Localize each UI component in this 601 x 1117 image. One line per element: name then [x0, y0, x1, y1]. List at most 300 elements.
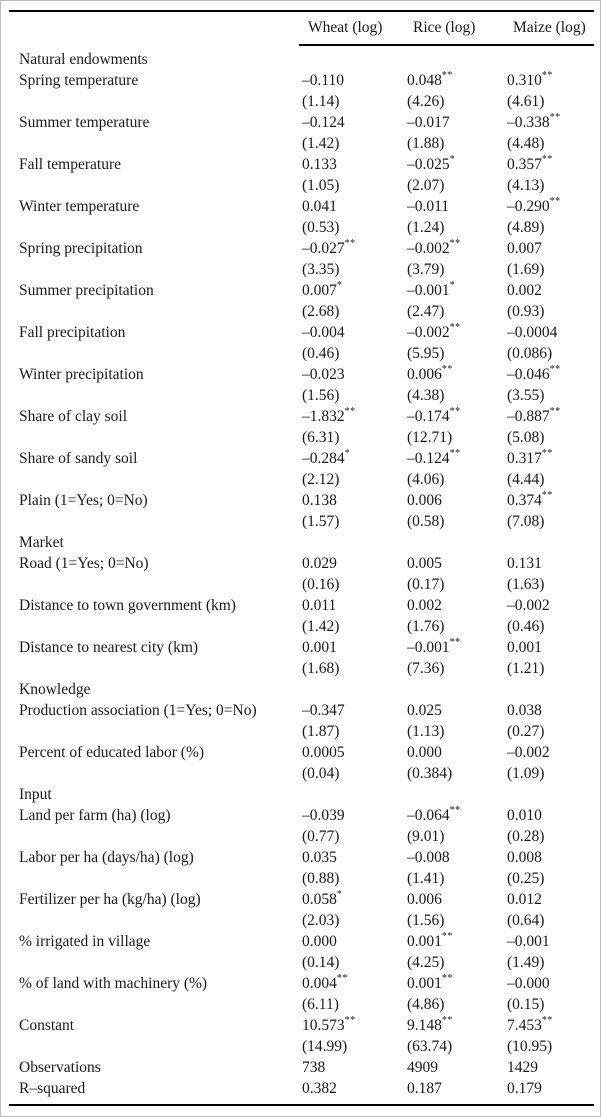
tstat-cell: (0.15)	[507, 996, 545, 1013]
coefficient-value: –0.284	[302, 450, 345, 467]
coefficient-cell	[299, 553, 404, 574]
section-row	[9, 784, 594, 805]
tstat-cell: (4.86)	[407, 996, 445, 1013]
coefficient-row	[9, 889, 594, 910]
tstat-cell: (0.53)	[302, 219, 340, 236]
row-label: Spring temperature	[19, 72, 139, 89]
significance-stars: **	[541, 153, 553, 165]
empty-label-cell	[9, 427, 299, 448]
column-header-wheat: Wheat (log)	[299, 11, 404, 45]
tstat-row	[9, 385, 594, 406]
tstat-cell: (5.08)	[507, 429, 545, 446]
tstat-row	[9, 469, 594, 490]
section-label: Input	[19, 786, 52, 803]
tstat-cell: (7.08)	[507, 513, 545, 530]
coefficient-value: –0.008	[407, 849, 450, 866]
row-label: Fall temperature	[19, 156, 121, 173]
coefficient-value: –0.011	[407, 198, 450, 215]
coefficient-value: 0.131	[507, 555, 542, 572]
coefficient-cell	[504, 637, 594, 658]
coefficient-cell	[404, 742, 504, 763]
tstat-cell: (4.13)	[507, 177, 545, 194]
coefficient-value: –1.832	[302, 408, 345, 425]
tstat-row	[9, 301, 594, 322]
stat-value-cell: 1429	[507, 1059, 538, 1076]
coefficient-cell	[404, 196, 504, 217]
coefficient-value: –0.347	[302, 702, 345, 719]
coefficient-cell	[299, 595, 404, 616]
tstat-cell: (7.36)	[407, 660, 445, 677]
coefficient-value: 0.000	[302, 933, 337, 950]
tstat-cell: (0.58)	[407, 513, 445, 530]
row-label: R–squared	[19, 1080, 86, 1097]
coefficient-cell	[504, 112, 594, 133]
coefficient-row	[9, 637, 594, 658]
significance-stars: **	[541, 69, 553, 81]
tstat-row	[9, 427, 594, 448]
coefficient-cell	[504, 595, 594, 616]
empty-label-cell	[9, 910, 299, 931]
coefficient-value: 0.001	[302, 639, 337, 656]
empty-label-cell	[9, 868, 299, 889]
row-label: Labor per ha (days/ha) (log)	[19, 849, 194, 866]
coefficient-value: –0.039	[302, 807, 345, 824]
coefficient-cell	[504, 931, 594, 952]
coefficient-value: –0.001	[507, 933, 550, 950]
coefficient-cell	[504, 364, 594, 385]
header-corner-cell	[9, 11, 299, 45]
tstat-cell: (1.42)	[302, 618, 340, 635]
coefficient-value: 0.011	[302, 597, 337, 614]
coefficient-value: 0.133	[302, 156, 337, 173]
coefficient-cell	[404, 70, 504, 91]
row-label: Constant	[19, 1017, 75, 1034]
coefficient-cell	[504, 70, 594, 91]
coefficient-value: 9.148	[407, 1017, 442, 1034]
tstat-cell: (1.56)	[407, 912, 445, 929]
tstat-cell: (2.12)	[302, 471, 340, 488]
coefficient-value: 0.035	[302, 849, 337, 866]
tstat-row	[9, 616, 594, 637]
coefficient-cell	[404, 112, 504, 133]
tstat-cell: (2.03)	[302, 912, 340, 929]
stat-value-cell: 0.382	[302, 1080, 337, 1097]
significance-stars: **	[441, 930, 453, 942]
coefficient-cell	[299, 889, 404, 910]
tstat-cell: (3.55)	[507, 387, 545, 404]
column-header-rice: Rice (log)	[404, 11, 504, 45]
tstat-row	[9, 868, 594, 889]
coefficient-cell	[404, 889, 504, 910]
tstat-cell: (1.69)	[507, 261, 545, 278]
coefficient-value: 0.041	[302, 198, 337, 215]
coefficient-row	[9, 805, 594, 826]
significance-stars: **	[541, 1014, 553, 1026]
coefficient-value: –0.064	[407, 807, 450, 824]
coefficient-row	[9, 742, 594, 763]
empty-label-cell	[9, 511, 299, 532]
tstat-row	[9, 175, 594, 196]
coefficient-value: 0.317	[507, 450, 542, 467]
coefficient-row	[9, 847, 594, 868]
section-label: Market	[19, 534, 64, 551]
coefficient-cell	[299, 280, 404, 301]
coefficient-value: 0.000	[407, 744, 442, 761]
coefficient-value: –0.002	[507, 744, 550, 761]
tstat-cell: (1.57)	[302, 513, 340, 530]
significance-stars: **	[541, 447, 553, 459]
tstat-cell: (14.99)	[302, 1038, 348, 1055]
significance-stars: **	[449, 804, 461, 816]
coefficient-cell	[504, 280, 594, 301]
coefficient-value: 0.002	[507, 282, 542, 299]
row-label: Land per farm (ha) (log)	[19, 807, 171, 824]
tstat-cell: (6.11)	[302, 996, 339, 1013]
stat-row	[9, 1057, 594, 1078]
tstat-cell: (1.41)	[407, 870, 445, 887]
coefficient-row	[9, 595, 594, 616]
empty-label-cell	[9, 616, 299, 637]
row-label: Percent of educated labor (%)	[19, 744, 205, 761]
table-body	[9, 45, 594, 1105]
coefficient-cell	[404, 1015, 504, 1036]
coefficient-cell	[299, 490, 404, 511]
significance-stars: **	[441, 69, 453, 81]
significance-stars: **	[449, 405, 461, 417]
row-label: Share of sandy soil	[19, 450, 138, 467]
coefficient-value: –0.001	[407, 639, 450, 656]
tstat-row	[9, 511, 594, 532]
coefficient-cell	[504, 805, 594, 826]
coefficient-value: 0.006	[407, 366, 442, 383]
coefficient-cell	[299, 637, 404, 658]
empty-label-cell	[9, 91, 299, 112]
row-label: Fertilizer per ha (kg/ha) (log)	[19, 891, 201, 908]
coefficient-cell	[504, 1015, 594, 1036]
tstat-cell: (10.95)	[507, 1038, 553, 1055]
empty-label-cell	[9, 658, 299, 679]
tstat-cell: (4.89)	[507, 219, 545, 236]
tstat-cell: (6.31)	[302, 429, 340, 446]
tstat-cell: (4.25)	[407, 954, 445, 971]
coefficient-row	[9, 280, 594, 301]
coefficient-value: –0.002	[507, 597, 550, 614]
empty-label-cell	[9, 217, 299, 238]
section-row	[9, 679, 594, 700]
significance-stars: **	[441, 1014, 453, 1026]
section-label: Knowledge	[19, 681, 91, 698]
tstat-cell: (1.14)	[302, 93, 340, 110]
coefficient-row	[9, 112, 594, 133]
significance-stars: **	[449, 237, 461, 249]
significance-stars: **	[541, 489, 553, 501]
row-label: Summer temperature	[19, 114, 150, 131]
coefficient-cell	[404, 973, 504, 994]
section-label: Natural endowments	[19, 51, 148, 68]
row-label: Plain (1=Yes; 0=No)	[19, 492, 148, 509]
empty-label-cell	[9, 826, 299, 847]
significance-stars: **	[336, 972, 348, 984]
coefficient-cell	[404, 700, 504, 721]
tstat-cell: (4.61)	[507, 93, 545, 110]
coefficient-value: –0.025	[407, 156, 450, 173]
stat-value-cell: 738	[302, 1059, 326, 1076]
significance-stars: **	[549, 111, 561, 123]
coefficient-value: 0.025	[407, 702, 442, 719]
coefficient-value: –0.004	[302, 324, 345, 341]
coefficient-value: 0.058	[302, 891, 337, 908]
tstat-cell: (0.64)	[507, 912, 545, 929]
tstat-cell: (4.26)	[407, 93, 445, 110]
coefficient-cell	[299, 196, 404, 217]
tstat-cell: (0.88)	[302, 870, 340, 887]
coefficient-value: 0.0005	[302, 744, 345, 761]
tstat-cell: (0.04)	[302, 765, 340, 782]
empty-label-cell	[9, 301, 299, 322]
section-row	[9, 45, 594, 70]
coefficient-value: 0.002	[407, 597, 442, 614]
coefficient-cell	[404, 805, 504, 826]
coefficient-cell	[504, 406, 594, 427]
coefficient-cell	[299, 805, 404, 826]
empty-label-cell	[9, 994, 299, 1015]
coefficient-value: –0.027	[302, 240, 345, 257]
coefficient-row	[9, 973, 594, 994]
tstat-cell: (3.35)	[302, 261, 340, 278]
tstat-cell: (1.42)	[302, 135, 340, 152]
coefficient-cell	[299, 973, 404, 994]
coefficient-row	[9, 322, 594, 343]
tstat-cell: (1.49)	[507, 954, 545, 971]
coefficient-row	[9, 406, 594, 427]
coefficient-cell	[299, 700, 404, 721]
row-label: Road (1=Yes; 0=No)	[19, 555, 149, 572]
significance-stars: **	[549, 195, 561, 207]
tstat-cell: (1.87)	[302, 723, 340, 740]
tstat-cell: (4.06)	[407, 471, 445, 488]
coefficient-cell	[404, 490, 504, 511]
coefficient-value: 0.004	[302, 975, 337, 992]
row-label: Observations	[19, 1059, 101, 1076]
tstat-row	[9, 574, 594, 595]
tstat-cell: (3.79)	[407, 261, 445, 278]
coefficient-value: 0.374	[507, 492, 542, 509]
coefficient-value: 0.007	[507, 240, 542, 257]
coefficient-row	[9, 196, 594, 217]
coefficient-cell	[504, 196, 594, 217]
tstat-cell: (0.46)	[507, 618, 545, 635]
tstat-cell: (1.76)	[407, 618, 445, 635]
coefficient-value: 0.038	[507, 702, 542, 719]
empty-label-cell	[9, 763, 299, 784]
coefficient-cell	[299, 112, 404, 133]
coefficient-cell	[504, 889, 594, 910]
stat-value-cell: 0.179	[507, 1080, 542, 1097]
coefficient-cell	[404, 364, 504, 385]
coefficient-cell	[299, 70, 404, 91]
coefficient-value: 0.006	[407, 891, 442, 908]
tstat-cell: (9.01)	[407, 828, 445, 845]
coefficient-cell	[504, 742, 594, 763]
empty-label-cell	[9, 175, 299, 196]
tstat-cell: (0.16)	[302, 576, 340, 593]
empty-label-cell	[9, 343, 299, 364]
tstat-row	[9, 1036, 594, 1057]
significance-stars: *	[336, 279, 343, 291]
tstat-cell: (0.28)	[507, 828, 545, 845]
coefficient-value: 7.453	[507, 1017, 542, 1034]
significance-stars: **	[549, 405, 561, 417]
coefficient-value: –0.0004	[507, 324, 558, 341]
coefficient-value: –0.124	[407, 450, 450, 467]
coefficient-cell	[504, 238, 594, 259]
coefficient-cell	[504, 490, 594, 511]
tstat-cell: (0.384)	[407, 765, 453, 782]
tstat-row	[9, 994, 594, 1015]
tstat-cell: (0.46)	[302, 345, 340, 362]
coefficient-value: 0.001	[407, 975, 442, 992]
tstat-row	[9, 952, 594, 973]
tstat-row	[9, 91, 594, 112]
coefficient-row	[9, 70, 594, 91]
significance-stars: **	[549, 363, 561, 375]
coefficient-value: –0.002	[407, 240, 450, 257]
coefficient-row	[9, 364, 594, 385]
empty-label-cell	[9, 574, 299, 595]
coefficient-value: –0.001	[407, 282, 450, 299]
row-label: Fall precipitation	[19, 324, 126, 341]
tstat-cell: (63.74)	[407, 1038, 453, 1055]
empty-label-cell	[9, 385, 299, 406]
tstat-row	[9, 259, 594, 280]
tstat-cell: (0.25)	[507, 870, 545, 887]
coefficient-value: 0.012	[507, 891, 542, 908]
tstat-row	[9, 343, 594, 364]
coefficient-row	[9, 490, 594, 511]
coefficient-cell	[299, 238, 404, 259]
coefficient-value: –0.046	[507, 366, 550, 383]
coefficient-row	[9, 931, 594, 952]
significance-stars: **	[344, 237, 356, 249]
coefficient-value: 0.006	[407, 492, 442, 509]
stat-value-cell: 0.187	[407, 1080, 442, 1097]
section-row	[9, 532, 594, 553]
significance-stars: *	[344, 447, 351, 459]
coefficient-value: –0.290	[507, 198, 550, 215]
coefficient-cell	[299, 742, 404, 763]
coefficient-value: 0.138	[302, 492, 337, 509]
tstat-cell: (0.086)	[507, 345, 553, 362]
significance-stars: **	[441, 363, 453, 375]
tstat-cell: (0.17)	[407, 576, 445, 593]
tstat-cell: (2.47)	[407, 303, 445, 320]
tstat-cell: (4.38)	[407, 387, 445, 404]
significance-stars: *	[449, 153, 456, 165]
coefficient-value: 0.048	[407, 72, 442, 89]
coefficient-row	[9, 448, 594, 469]
tstat-cell: (4.48)	[507, 135, 545, 152]
coefficient-cell	[299, 406, 404, 427]
tstat-cell: (1.09)	[507, 765, 545, 782]
tstat-cell: (12.71)	[407, 429, 453, 446]
row-label: Summer precipitation	[19, 282, 154, 299]
tstat-cell: (2.68)	[302, 303, 340, 320]
coefficient-cell	[404, 406, 504, 427]
coefficient-value: 0.029	[302, 555, 337, 572]
regression-table	[9, 10, 594, 1106]
row-label: Spring precipitation	[19, 240, 143, 257]
tstat-cell: (2.07)	[407, 177, 445, 194]
tstat-cell: (1.13)	[407, 723, 445, 740]
significance-stars: **	[449, 636, 461, 648]
coefficient-row	[9, 553, 594, 574]
coefficient-cell	[404, 154, 504, 175]
tstat-cell: (4.44)	[507, 471, 545, 488]
coefficient-row	[9, 1015, 594, 1036]
empty-label-cell	[9, 1036, 299, 1057]
row-label: Winter precipitation	[19, 366, 144, 383]
coefficient-value: –0.124	[302, 114, 345, 131]
significance-stars: **	[344, 405, 356, 417]
coefficient-value: –0.017	[407, 114, 450, 131]
row-label: Distance to nearest city (km)	[19, 639, 199, 656]
significance-stars: *	[336, 888, 343, 900]
tstat-row	[9, 826, 594, 847]
tstat-cell: (1.05)	[302, 177, 340, 194]
coefficient-cell	[504, 847, 594, 868]
coefficient-cell	[404, 931, 504, 952]
tstat-cell: (1.63)	[507, 576, 545, 593]
coefficient-cell	[504, 322, 594, 343]
coefficient-cell	[404, 238, 504, 259]
coefficient-cell	[299, 448, 404, 469]
coefficient-value: 0.005	[407, 555, 442, 572]
coefficient-value: –0.338	[507, 114, 550, 131]
empty-label-cell	[9, 721, 299, 742]
coefficient-cell	[404, 595, 504, 616]
tstat-cell: (1.68)	[302, 660, 340, 677]
tstat-row	[9, 658, 594, 679]
coefficient-row	[9, 238, 594, 259]
tstat-cell: (0.14)	[302, 954, 340, 971]
coefficient-cell	[404, 280, 504, 301]
coefficient-value: 0.001	[507, 639, 542, 656]
row-label: Share of clay soil	[19, 408, 128, 425]
stat-value-cell: 4909	[407, 1059, 438, 1076]
tstat-cell: (5.95)	[407, 345, 445, 362]
coefficient-cell	[404, 448, 504, 469]
row-label: Distance to town government (km)	[19, 597, 236, 614]
tstat-row	[9, 217, 594, 238]
coefficient-value: 0.007	[302, 282, 337, 299]
coefficient-value: 10.573	[302, 1017, 345, 1034]
significance-stars: **	[449, 447, 461, 459]
tstat-row	[9, 721, 594, 742]
coefficient-value: –0.110	[302, 72, 345, 89]
coefficient-value: –0.174	[407, 408, 450, 425]
coefficient-cell	[299, 1015, 404, 1036]
tstat-cell: (0.27)	[507, 723, 545, 740]
coefficient-value: 0.357	[507, 156, 542, 173]
empty-label-cell	[9, 133, 299, 154]
table-header-row	[9, 11, 594, 45]
coefficient-value: –0.023	[302, 366, 345, 383]
coefficient-cell	[299, 364, 404, 385]
coefficient-value: 0.010	[507, 807, 542, 824]
coefficient-value: 0.008	[507, 849, 542, 866]
tstat-cell: (0.77)	[302, 828, 340, 845]
coefficient-value: –0.002	[407, 324, 450, 341]
